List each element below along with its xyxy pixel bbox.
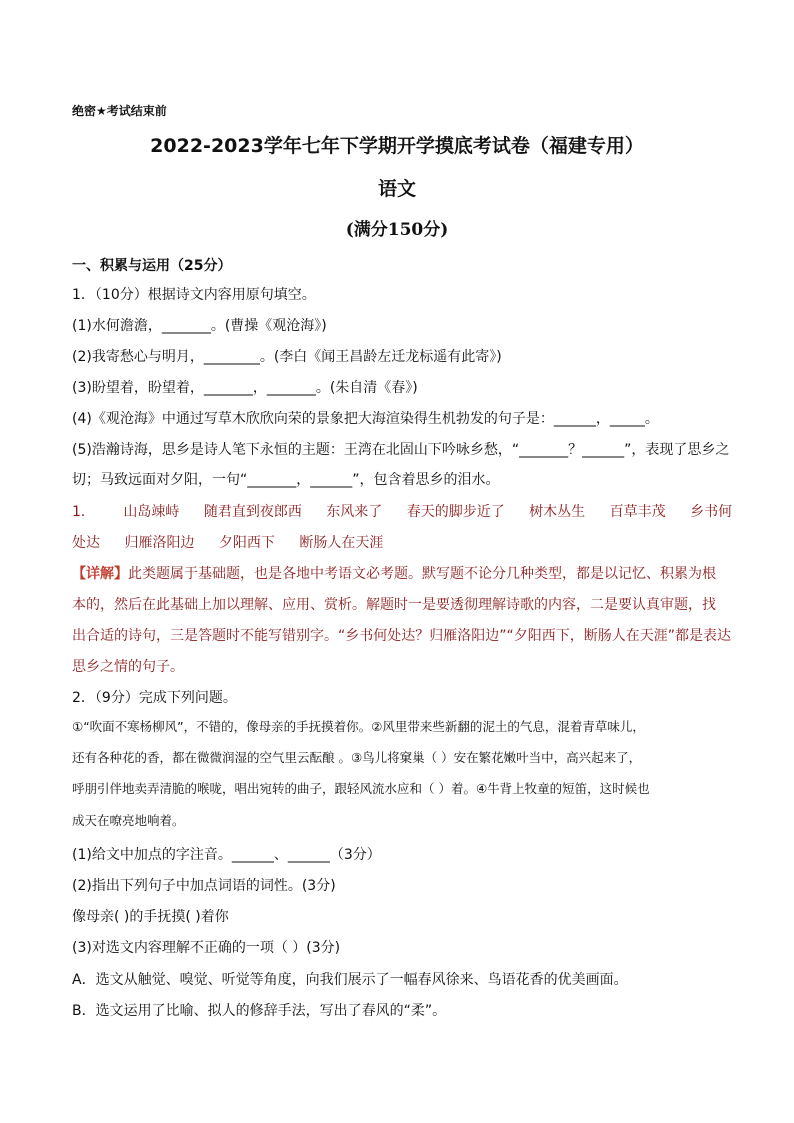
full-score: (满分150分) bbox=[345, 220, 449, 240]
q1-stem: 1．（10分）根据诗文内容用原句填空。 bbox=[72, 287, 316, 303]
q2-stem: 2．（9分）完成下列问题。 bbox=[72, 690, 237, 706]
answer: 随君直到夜郎西 bbox=[203, 504, 302, 520]
q1-item: (5)浩瀚诗海，思乡是诗人笔下永恒的主题：王湾在北固山下吟咏乡愁，“_______？______”，表现了思乡之 bbox=[72, 442, 730, 458]
q2-sub2: (2)指出下列句子中加点词语的词性。(3分) bbox=[72, 878, 336, 894]
exam-title: 2022-2023学年七年下学期开学摸底考试卷（福建专用） bbox=[150, 135, 644, 157]
q2-option-a: A．选文从触觉、嗅觉、听觉等角度，向我们展示了一幅春风徐来、鸟语花香的优美画面。 bbox=[72, 972, 628, 988]
q2-passage-line: 还有各种花的香，都在微微润湿的空气里云酝酿 。③鸟儿将窠巢（ ）安在繁花嫩叶当中，高兴起来了， bbox=[72, 750, 642, 765]
answer: 处达 bbox=[72, 535, 100, 551]
answer: 断肠人在天涯 bbox=[299, 535, 384, 551]
answer: 树木丛生 bbox=[529, 504, 586, 520]
subject-title: 语文 bbox=[377, 178, 416, 200]
q2-passage-line: 呼朋引伴地卖弄清脆的喉咙，唱出宛转的曲子，跟轻风流水应和（ ）着。④牛背上牧童的短笛，这时候也 bbox=[72, 781, 650, 796]
q1-detail-line bbox=[72, 564, 732, 584]
q1-item: (4)《观沧海》中通过写草木欣欣向荣的景象把大海渲染得生机勃发的句子是：______，_____。 bbox=[72, 411, 659, 427]
answer: 百草丰茂 bbox=[609, 504, 666, 520]
section-heading: 一、积累与运用（25分） bbox=[72, 258, 232, 274]
answer: 山岛竦峙 bbox=[123, 504, 180, 520]
q2-sub1: (1)给文中加点的字注音。______、______（3分） bbox=[72, 847, 381, 863]
q2-passage-line: ①“吹面不寒杨柳风”，不错的，像母亲的手抚摸着你。②风里带来些新翻的泥土的气息，混着青草味儿， bbox=[72, 719, 645, 734]
answer: 春天的脚步近了 bbox=[406, 504, 505, 520]
answer: 乡书何 bbox=[690, 504, 733, 520]
answer-number: 1． bbox=[72, 504, 95, 520]
detail-tag: 【详解】 bbox=[72, 566, 128, 582]
q1-item: (1)水何澹澹，_______。(曹操《观沧海》) bbox=[72, 318, 327, 334]
q2-passage-line: 成天在嘹亮地响着。 bbox=[72, 813, 185, 828]
confidential-label: 绝密★考试结束前 bbox=[72, 104, 167, 118]
q1-answers-line2 bbox=[72, 533, 732, 553]
q1-detail-line: 思乡之情的句子。 bbox=[72, 659, 184, 675]
answer: 夕阳西下 bbox=[218, 535, 275, 551]
q2-sub3: (3)对选文内容理解不正确的一项（ ）(3分) bbox=[72, 940, 341, 956]
q1-item: 切；马致远面对夕阳，一句“_______，______”，包含着思乡的泪水。 bbox=[72, 472, 500, 488]
q1-detail-line: 本的，然后在此基础上加以理解、应用、赏析。解题时一是要透彻理解诗歌的内容，二是要认真审题，找 bbox=[72, 597, 716, 613]
q2-sub2-sentence: 像母亲( )的手抚摸( )着你 bbox=[72, 909, 229, 925]
q1-item: (2)我寄愁心与明月，________。(李白《闻王昌龄左迁龙标遥有此寄》) bbox=[72, 349, 502, 365]
answer: 东风来了 bbox=[326, 504, 383, 520]
answer: 归雁洛阳边 bbox=[124, 535, 195, 551]
q1-item: (3)盼望着，盼望着，_______，_______。(朱自清《春》) bbox=[72, 380, 418, 396]
detail-text: 此类题属于基础题，也是各地中考语文必考题。默写题不论分几种类型，都是以记忆、积累为根 bbox=[128, 566, 716, 582]
q1-answers-line1 bbox=[72, 502, 732, 522]
q2-option-b: B．选文运用了比喻、拟人的修辞手法，写出了春风的“柔”。 bbox=[72, 1003, 447, 1019]
q1-detail-line: 出合适的诗句，三是答题时不能写错别字。“乡书何处达？归雁洛阳边”“夕阳西下，断肠人在天涯”都是表达 bbox=[72, 628, 732, 644]
